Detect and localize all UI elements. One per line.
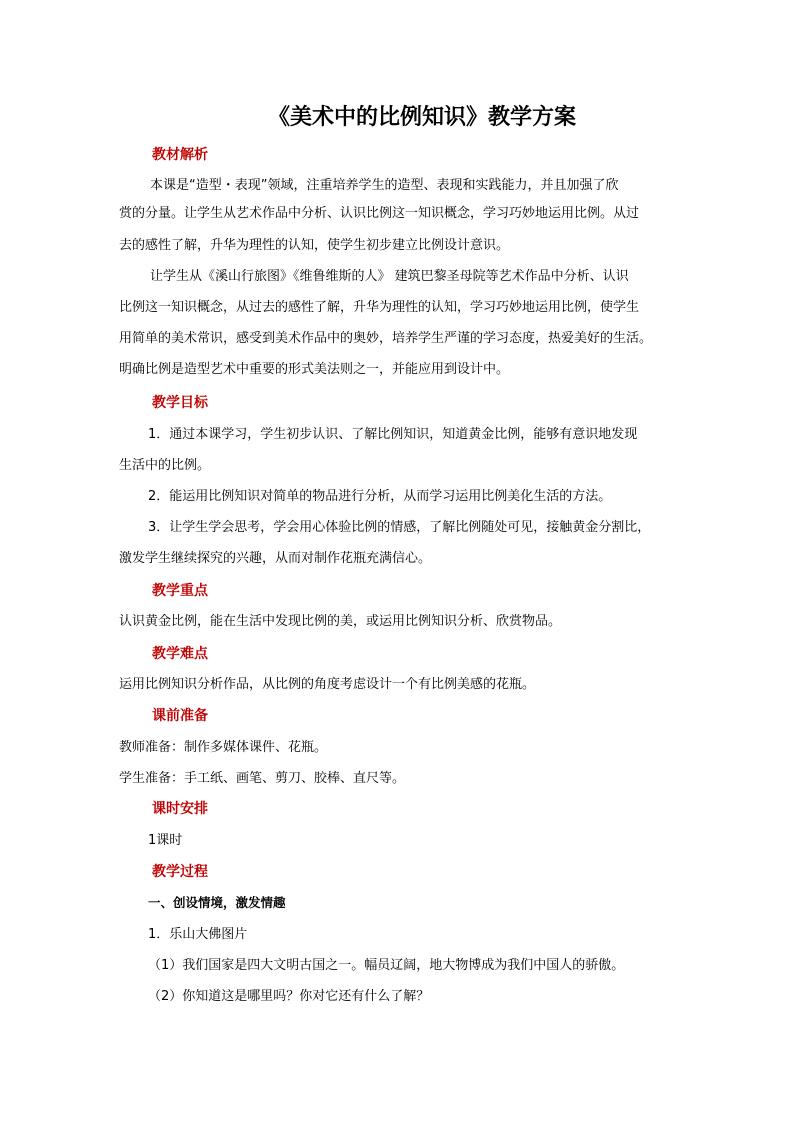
goals-line: 激发学生继续探究的兴趣，从而对制作花瓶充满信心。 — [119, 551, 432, 566]
process-subheading: 一、创设情境，激发情趣 — [148, 895, 286, 910]
preparation-line: 学生准备：手工纸、画笔、剪刀、胶棒、直尺等。 — [119, 771, 406, 786]
preparation-line: 教师准备：制作多媒体课件、花瓶。 — [119, 740, 328, 755]
analysis-line: 去的感性了解，升华为理性的认知，使学生初步建立比例设计意识。 — [119, 238, 510, 253]
analysis-line: 用简单的美术常识，感受到美术作品中的奥妙，培养学生严谨的学习态度，热爱美好的生活。 — [119, 331, 653, 346]
goals-line: 1．通过本课学习，学生初步认识、了解比例知识，知道黄金比例，能够有意识地发现 — [148, 427, 638, 442]
goals-line: 生活中的比例。 — [119, 458, 211, 473]
section-heading-goals: 教学目标 — [152, 395, 208, 411]
goals-line: 2．能运用比例知识对简单的物品进行分析，从而学习运用比例美化生活的方法。 — [148, 489, 612, 504]
section-heading-preparation: 课前准备 — [152, 708, 208, 724]
process-line: （2）你知道这是哪里吗？你对它还有什么了解？ — [148, 989, 430, 1004]
process-line: 1．乐山大佛图片 — [148, 927, 248, 942]
section-heading-schedule: 课时安排 — [152, 801, 208, 817]
page-title: 《美术中的比例知识》教学方案 — [267, 105, 576, 130]
analysis-line: 本课是“造型・表现”领域，注重培养学生的造型、表现和实践能力，并且加强了欣 — [150, 178, 619, 193]
analysis-line: 让学生从《溪山行旅图》《维鲁维斯的人》 建筑巴黎圣母院等艺术作品中分析、认识 — [150, 269, 629, 284]
process-line: （1）我们国家是四大文明古国之一。幅员辽阔，地大物博成为我们中国人的骄傲。 — [148, 958, 625, 973]
section-heading-key-points: 教学重点 — [152, 583, 208, 599]
key-points-line: 认识黄金比例，能在生活中发现比例的美，或运用比例知识分析、欣赏物品。 — [119, 614, 562, 629]
goals-line: 3．让学生学会思考，学会用心体验比例的情感，了解比例随处可见，接触黄金分割比， — [148, 520, 651, 535]
section-heading-analysis: 教材解析 — [152, 147, 208, 163]
analysis-line: 赏的分量。让学生从艺术作品中分析、认识比例这一知识概念，学习巧妙地运用比例。从过 — [119, 206, 640, 221]
section-heading-process: 教学过程 — [152, 864, 208, 880]
difficulties-line: 运用比例知识分析作品，从比例的角度考虑设计一个有比例美感的花瓶。 — [119, 677, 536, 692]
schedule-line: 1课时 — [148, 833, 183, 848]
analysis-line: 明确比例是造型艺术中重要的形式美法则之一，并能应用到设计中。 — [119, 362, 510, 377]
analysis-line: 比例这一知识概念，从过去的感性了解，升华为理性的认知，学习巧妙地运用比例，使学生 — [119, 300, 640, 315]
section-heading-difficulties: 教学难点 — [152, 646, 208, 662]
